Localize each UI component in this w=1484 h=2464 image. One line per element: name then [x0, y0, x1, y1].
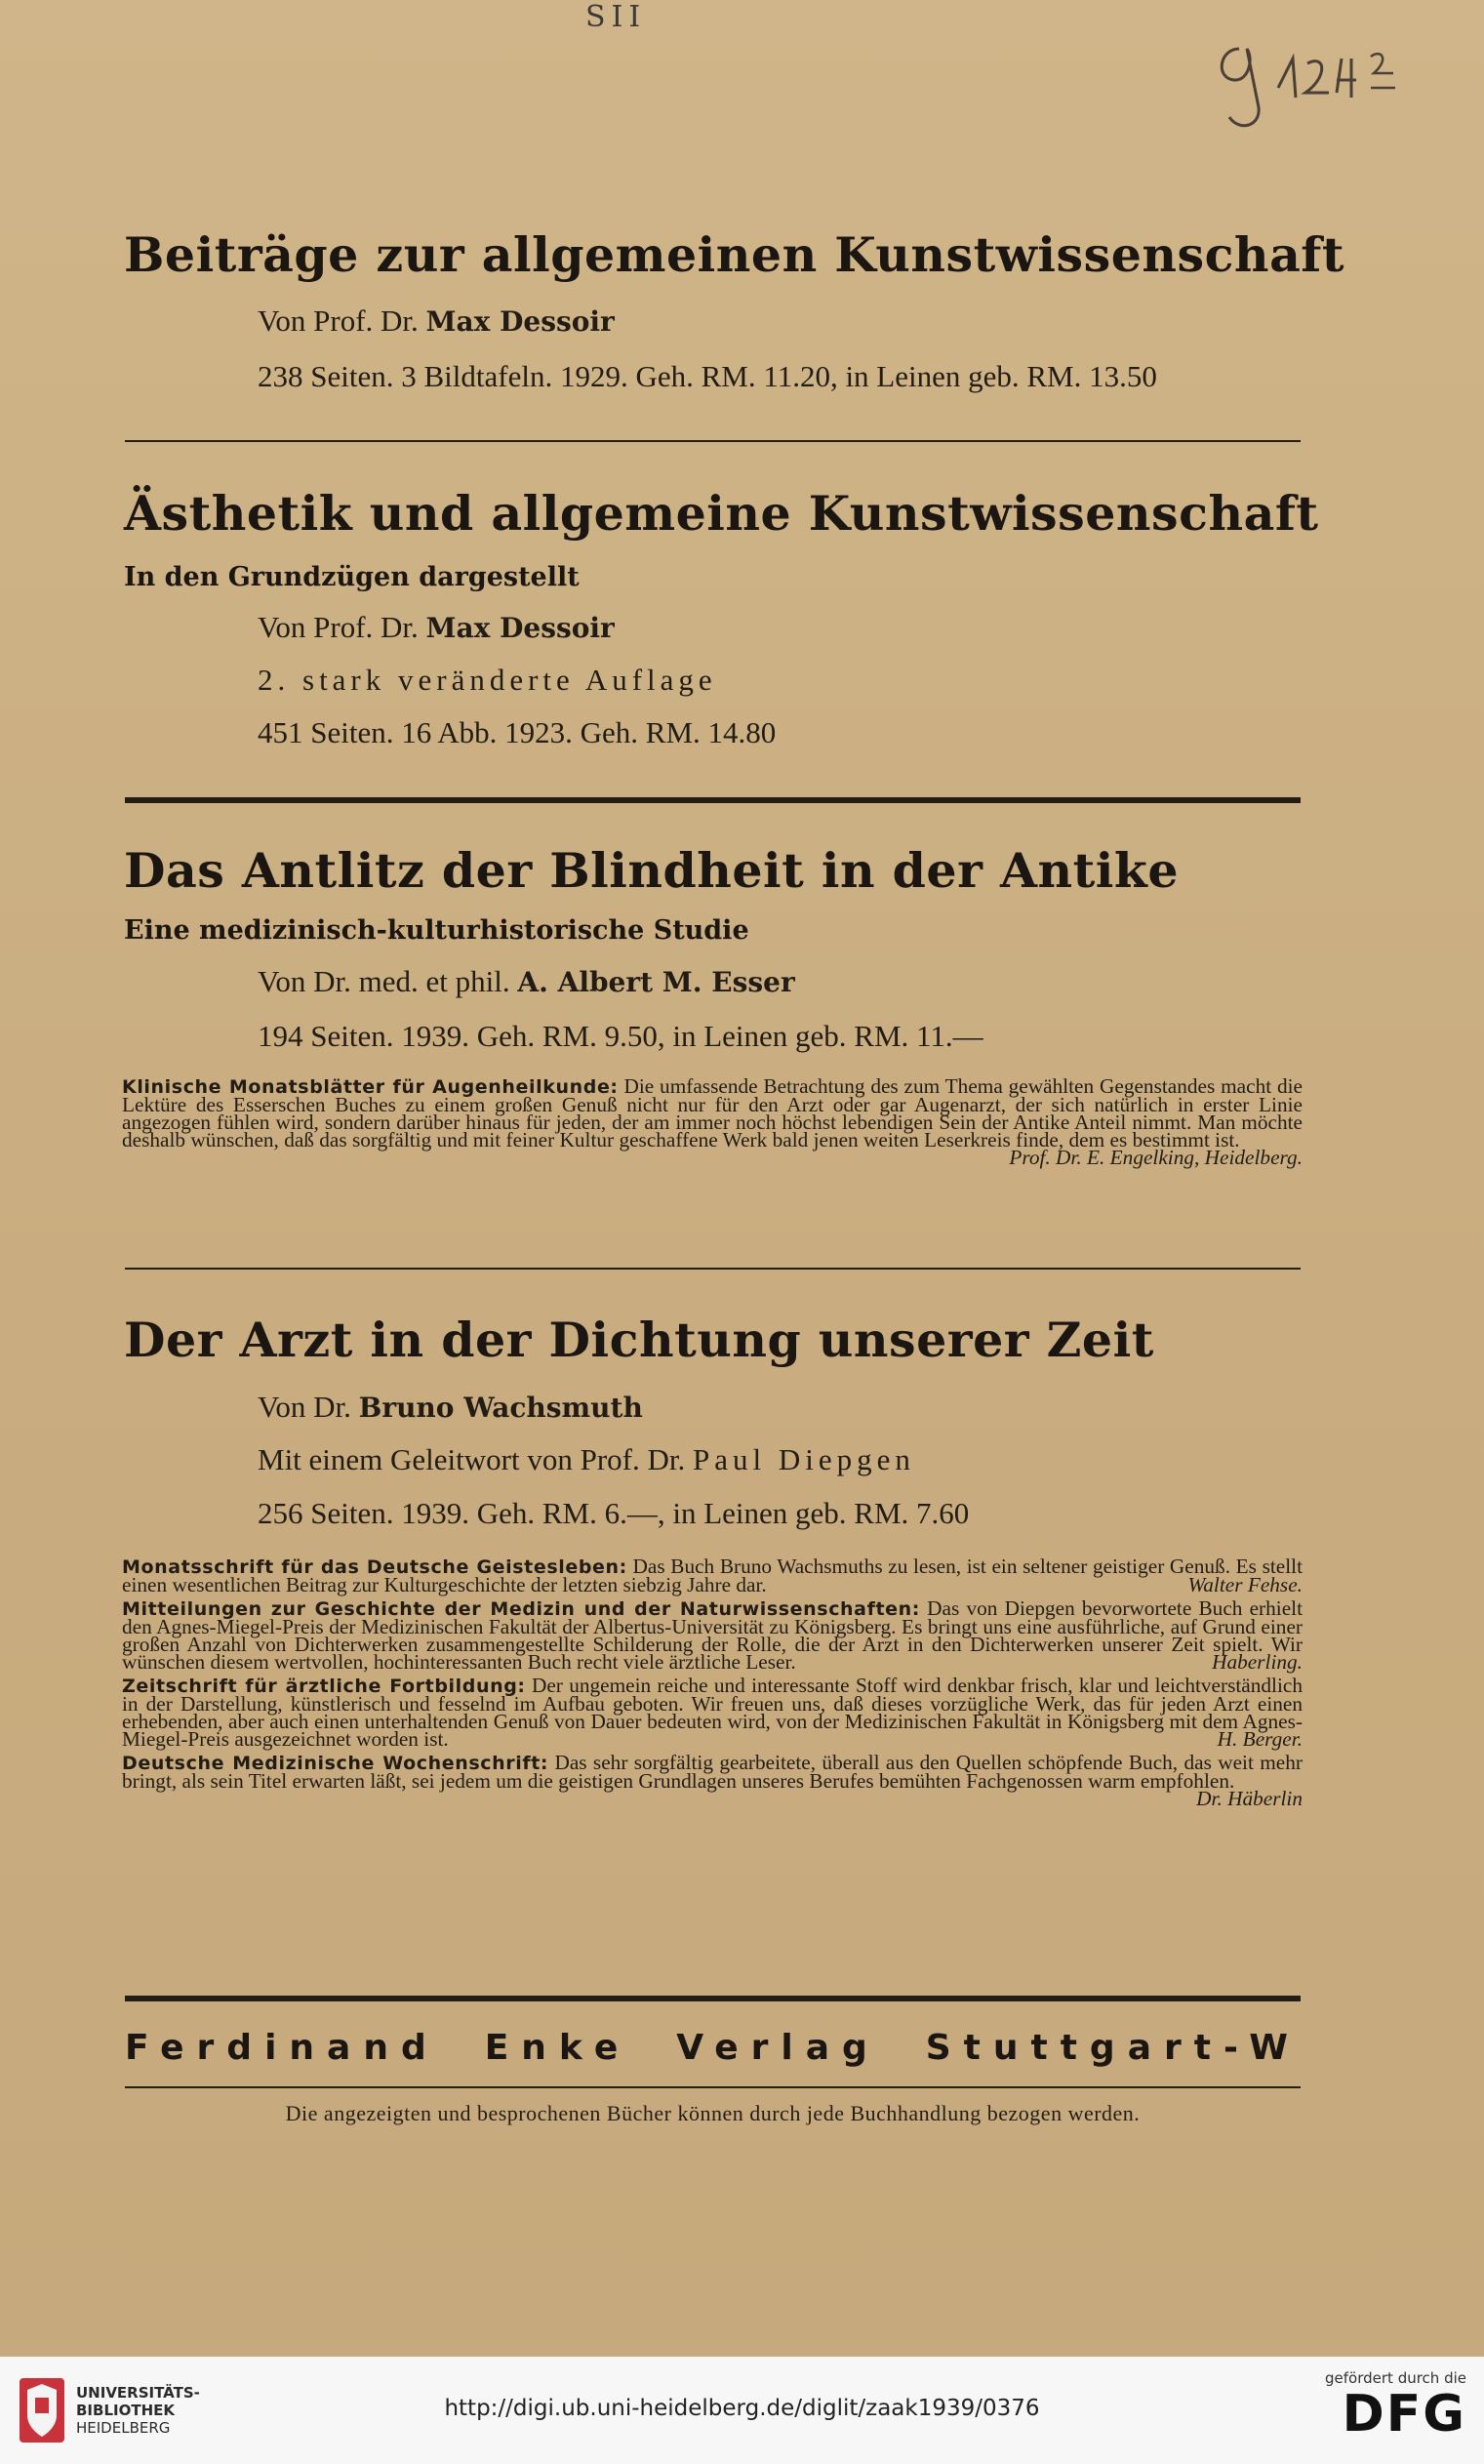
- book4-details: 256 Seiten. 1939. Geh. RM. 6.—, in Leinen geb. RM. 7.60: [258, 1496, 970, 1530]
- book3-author-prefix: Von Dr. med. et phil.: [258, 964, 510, 998]
- book2-title: Ästhetik und allgemeine Kunstwissenschaft: [124, 485, 1319, 542]
- publisher-word: Verlag: [676, 2028, 880, 2068]
- divider: [125, 1996, 1301, 2001]
- book1-author-prefix: Von Prof. Dr.: [258, 303, 419, 338]
- book3-reviews: [122, 1074, 1303, 1169]
- publisher-word: Ferdinand: [125, 2028, 439, 2068]
- book3-subtitle: Eine medizinisch-kulturhistorische Studie: [124, 915, 749, 946]
- review-source: Monatsschrift für das Deutsche Geistesleben:: [122, 1556, 627, 1578]
- review: [122, 1557, 1303, 1594]
- book4-title: Der Arzt in der Dichtung unserer Zeit: [124, 1312, 1154, 1368]
- book1-author: Max Dessoir: [425, 305, 615, 338]
- review-author: H. Berger.: [1217, 1727, 1303, 1751]
- divider: [125, 797, 1301, 803]
- book4-author: Bruno Wachsmuth: [358, 1392, 643, 1424]
- divider: [125, 440, 1301, 442]
- book3-title: Das Antlitz der Blindheit in der Antike: [124, 842, 1179, 899]
- book2-author-prefix: Von Prof. Dr.: [258, 610, 419, 644]
- book4-author-prefix: Von Dr.: [258, 1390, 351, 1424]
- review-text: Der ungemein reiche und interessante Stoff wird denkbar frisch, klar und leichtverständlich in der Darstellung, künstlerisch und fesselnd im Aufbau geboten. Wir freuen uns, daß dieses vorzügliche Werk, das für jeden Arzt einen erhebenden, aber auch einen unterhaltenden Genuß von Dauer bedeuten wird, von der Medizinischen Fakultät in Königsberg mit dem Agnes-Miegel-Preis ausgezeichnet worden ist.: [122, 1674, 1303, 1751]
- book1-title: Beiträge zur allgemeinen Kunstwissenschaft: [124, 226, 1345, 283]
- handwritten-signature: [1200, 20, 1424, 137]
- book3-author: A. Albert M. Esser: [517, 966, 795, 998]
- top-marks: SII: [585, 0, 647, 34]
- review-source: Klinische Monatsblätter für Augenheilkunde:: [122, 1076, 619, 1098]
- book1-details: 238 Seiten. 3 Bildtafeln. 1929. Geh. RM. 11.20, in Leinen geb. RM. 13.50: [258, 359, 1157, 393]
- book4-foreword-line: [258, 1442, 915, 1477]
- availability-note: Die angezeigten und besprochenen Bücher können durch jede Buchhandlung bezogen werden.: [285, 2101, 1141, 2125]
- publisher-word: Enke: [484, 2028, 631, 2068]
- review-author: Prof. Dr. E. Engelking, Heidelberg.: [1009, 1146, 1303, 1169]
- book3-author-line: [258, 964, 795, 999]
- permalink-url[interactable]: http://digi.ub.uni-heidelberg.de/diglit/zaak1939/0376: [444, 2396, 1040, 2421]
- book4-author-line: [258, 1390, 643, 1425]
- book4-foreword-prefix: Mit einem Geleitwort von Prof. Dr.: [258, 1442, 686, 1476]
- book2-edition: 2. stark veränderte Auflage: [258, 663, 717, 697]
- book1-author-line: [258, 303, 615, 339]
- review-text: Das Buch Bruno Wachsmuths zu lesen, ist ein seltener geistiger Genuß. Es stellt einen wesentlichen Beitrag zur Kulturgeschichte der letzten siebzig Jahre dar.: [122, 1555, 1303, 1596]
- review: [122, 1074, 1303, 1169]
- review: [122, 1596, 1304, 1674]
- review-text: Das sehr sorgfältig gearbeitete, überall aus den Quellen schöpfende Buch, das weit mehr bringt, als sein Titel erwarten läßt, sei jedem um die geistigen Grundlagen unseres Berufes bemühten Fachgenossen warm empfohlen.: [122, 1751, 1303, 1793]
- review-author: Walter Fehse.: [1187, 1573, 1303, 1596]
- library-name-line: BIBLIOTHEK: [76, 2402, 175, 2419]
- book4-foreword-author: Paul Diepgen: [693, 1442, 915, 1476]
- dfg-logo: DFG: [1342, 2385, 1466, 2444]
- funder-block: [1325, 2369, 1466, 2442]
- publisher-word: Stuttgart-W: [925, 2028, 1301, 2068]
- library-name-line: UNIVERSITÄTS-: [76, 2384, 200, 2402]
- review-author: Haberling.: [1212, 1650, 1303, 1674]
- book2-author: Max Dessoir: [425, 612, 615, 644]
- library-name-line: HEIDELBERG: [76, 2419, 171, 2437]
- funding-note: gefördert durch die: [1325, 2369, 1466, 2387]
- review-source: Mitteilungen zur Geschichte der Medizin und der Naturwissenschaften:: [122, 1598, 920, 1620]
- book3-details: 194 Seiten. 1939. Geh. RM. 9.50, in Leinen geb. RM. 11.—: [258, 1019, 983, 1053]
- divider: [125, 1268, 1301, 1270]
- review-source: Deutsche Medizinische Wochenschrift:: [122, 1753, 549, 1774]
- publisher-line: [125, 2028, 1301, 2068]
- book2-subtitle: In den Grundzügen dargestellt: [124, 562, 580, 592]
- book4-reviews: [122, 1555, 1304, 1810]
- review-text: Das von Diepgen bevorwortete Buch erhielt den Agnes-Miegel-Preis der Medizinischen Fakultät der Albertus-Universität zu Königsberg. Es bringt uns eine ausführliche, auf Grund einer großen Anzahl von Dichterwerken zusammengestellte Schilderung der Rolle, die der Arzt in den Dichterwerken unserer Zeit spielt. Wir wünschen diesem wertvollen, hochinteressanten Buch recht viele ärztliche Leser.: [122, 1596, 1304, 1674]
- review-author: Dr. Häberlin: [1196, 1787, 1303, 1810]
- book2-details: 451 Seiten. 16 Abb. 1923. Geh. RM. 14.80: [258, 715, 777, 749]
- divider: [125, 2086, 1301, 2088]
- review-source: Zeitschrift für ärztliche Fortbildung:: [122, 1676, 526, 1697]
- review: [122, 1674, 1303, 1751]
- book2-author-line: [258, 610, 615, 645]
- review: [122, 1751, 1303, 1810]
- review-text: Die umfassende Betrachtung des zum Thema gewählten Gegenstandes macht die Lektüre des Esserschen Buches zu einem großen Genuß nicht nur für den Arzt oder gar Augenarzt, der sich natürlich in erster Linie angezogen fühlen wird, sondern darüber hinaus für jeden, der am immer noch höchst lebendigen Sein der Antike Anteil nimmt. Man möchte deshalb wünschen, daß das sorgfältig und mit feiner Kultur geschaffene Werk bald jenen weiten Leserkreis finde, dem es bestimmt ist.: [122, 1074, 1303, 1151]
